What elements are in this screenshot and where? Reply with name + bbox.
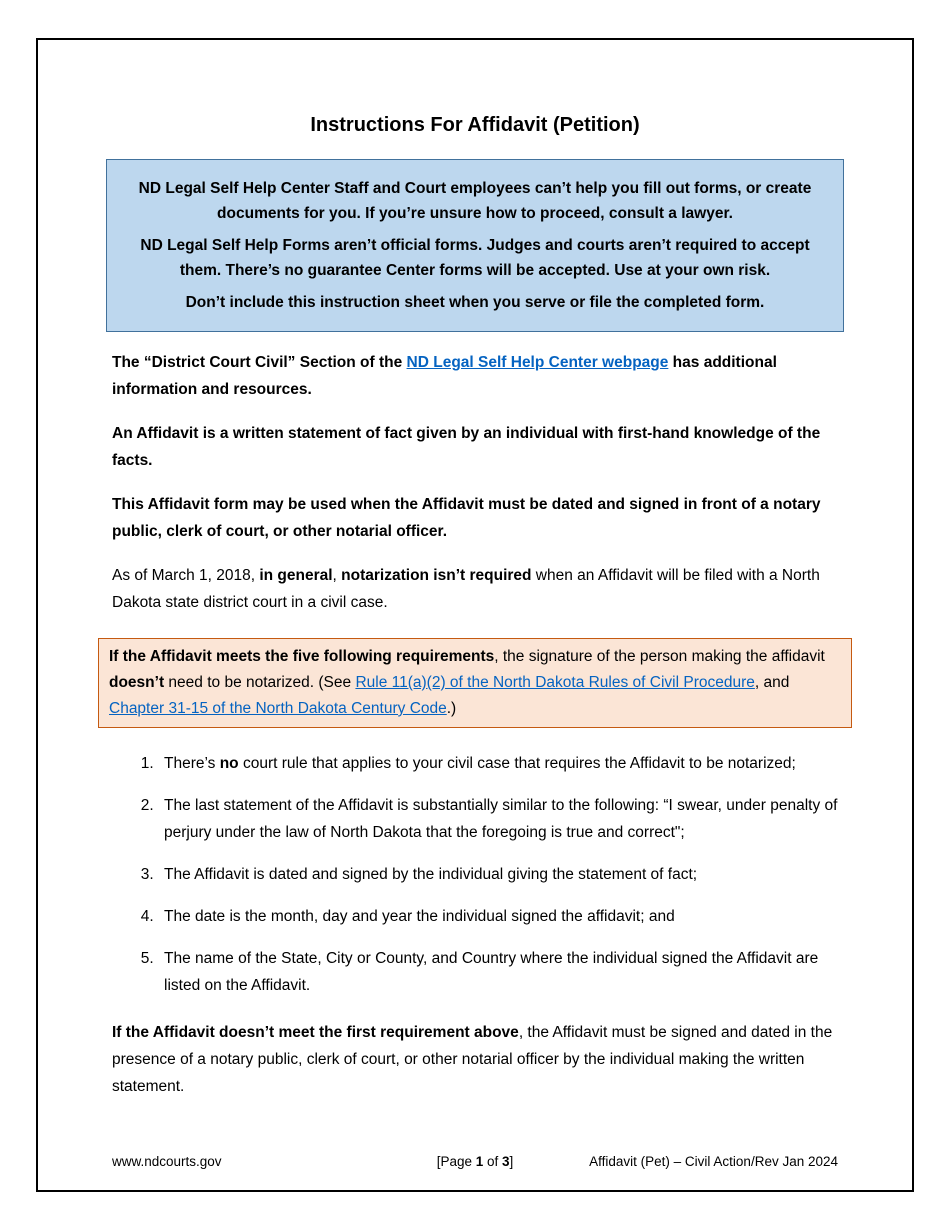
text-segment: There’s [164,755,220,772]
warning-box [106,159,844,332]
text-segment: has additional information and resources. [112,354,777,398]
footer-website: www.ndcourts.gov [112,1154,222,1169]
text-segment: The last statement of the Affidavit is substantially similar to the following: “I swear, under penalty of perjury under the law of North Dakota that the foregoing is true and correct"; [164,797,838,841]
requirements-list [106,750,844,999]
text-segment: of [483,1154,503,1169]
text-segment: , and [754,674,790,691]
text-segment: If the Affidavit doesn’t meet the first requirement above [112,1024,519,1041]
paragraph-closing [112,1019,838,1100]
text-segment: need to be notarized. (See [164,674,356,691]
warning-paragraph: Don’t include this instruction sheet when you serve or file the completed form. [185,294,765,311]
list-item [158,861,844,888]
text-segment: court rule that applies to your civil case that requires the Affidavit to be notarized; [238,755,796,772]
footer-doc-reference: Affidavit (Pet) – Civil Action/Rev Jan 2024 [589,1154,838,1169]
text-segment: when an Affidavit will be filed with a North Dakota state district court in a civil case. [112,567,820,611]
text-segment: , the Affidavit must be signed and dated in the presence of a notary public, clerk of court, or other notarial officer by the individual making the written statement. [112,1024,833,1095]
text-segment: This Affidavit form may be used when the Affidavit must be dated and signed in front of a notary public, clerk of court, or other notarial officer. [112,496,821,540]
hyperlink[interactable]: ND Legal Self Help Center webpage [406,354,669,371]
paragraph-webpage [112,349,838,403]
text-segment: The name of the State, City or County, and Country where the individual signed the Affidavit are listed on the Affidavit. [164,950,819,994]
warning-paragraph: ND Legal Self Help Center Staff and Court employees can’t help you fill out forms, or create documents for you. If you’re unsure how to proceed, consult a lawyer. [138,180,812,222]
text-segment: The Affidavit is dated and signed by the individual giving the statement of fact; [164,866,698,883]
text-segment: As of March 1, 2018, [112,567,260,584]
paragraph-affidavit-definition [112,420,838,474]
text-segment: The “District Court Civil” Section of the [112,354,407,371]
text-segment: no [219,755,239,772]
page-content [106,114,844,1117]
document-body [112,349,838,616]
list-item [158,945,844,999]
warning-paragraph: ND Legal Self Help Forms aren’t official forms. Judges and courts aren’t required to accept them. There’s no guarantee Center forms will be accepted. Use at your own risk. [140,237,810,279]
text-segment: The date is the month, day and year the individual signed the affidavit; and [164,908,675,925]
paragraph-notarization [112,562,838,616]
text-segment: ] [509,1154,514,1169]
list-item [158,903,844,930]
list-item [158,792,844,846]
requirements-box [98,638,852,728]
paragraph-form-use [112,491,838,545]
text-segment: in general [259,567,333,584]
text-segment: 1 [475,1154,484,1169]
text-segment: , [332,567,342,584]
page-border [36,38,914,1192]
text-segment: An Affidavit is a written statement of fact given by an individual with first-hand knowledge of the facts. [112,425,821,469]
hyperlink[interactable]: Chapter 31-15 of the North Dakota Century Code [109,700,447,717]
text-segment: .) [446,700,457,717]
list-item [158,750,844,777]
page-footer [112,1154,838,1169]
text-segment: 3 [502,1154,510,1169]
text-segment: notarization isn’t required [341,567,532,584]
text-segment: , the signature of the person making the affidavit [494,648,825,665]
text-segment: [Page [436,1154,476,1169]
document-closing [112,1019,838,1100]
hyperlink[interactable]: Rule 11(a)(2) of the North Dakota Rules of Civil Procedure [355,674,755,691]
text-segment: If the Affidavit meets the five following requirements [109,648,495,665]
text-segment: doesn’t [109,674,165,691]
page-title: Instructions For Affidavit (Petition) [310,114,640,136]
